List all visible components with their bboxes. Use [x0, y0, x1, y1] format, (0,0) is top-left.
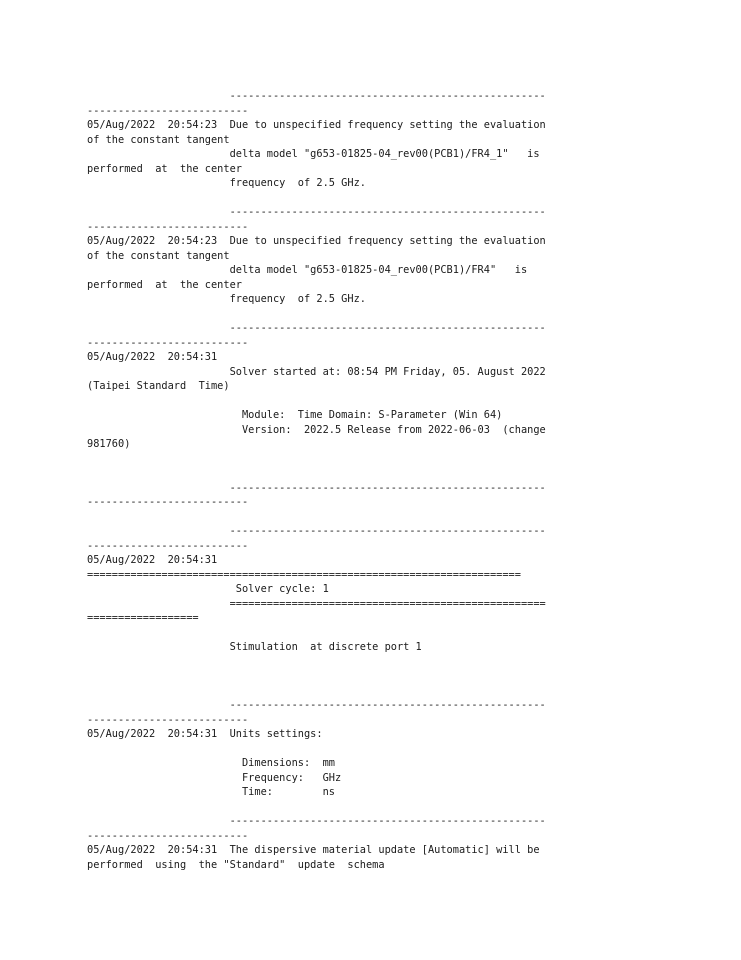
log-line: 05/Aug/2022 20:54:23 Due to unspecified frequency setting the evaluation	[87, 119, 546, 131]
log-line: ---------------------------------------------------	[87, 525, 546, 537]
log-line: ---------------------------------------------------	[87, 481, 546, 494]
log-line	[87, 684, 687, 699]
log-line: --------------------------	[87, 829, 249, 842]
log-line: --------------------------	[87, 220, 249, 233]
log-line: --------------------------	[87, 539, 249, 552]
log-line: ======================================================================	[87, 568, 521, 581]
log-line: frequency of 2.5 GHz.	[87, 293, 366, 305]
log-line: ==================	[87, 612, 199, 624]
log-line: performed at the center	[87, 278, 242, 291]
log-line: delta model "g653-01825-04_rev00(PCB1)/FR4_1" is	[87, 148, 540, 160]
log-line: 05/Aug/2022 20:54:31 The dispersive material update [Automatic] will be	[87, 844, 540, 856]
log-line: 981760)	[87, 438, 131, 450]
log-line: Module: Time Domain: S-Parameter (Win 64)	[87, 409, 503, 421]
log-line: performed at the center	[87, 162, 242, 175]
log-line	[87, 742, 687, 757]
log-line	[87, 191, 687, 206]
log-line: ===================================================	[87, 597, 546, 610]
log-line: delta model "g653-01825-04_rev00(PCB1)/FR4" is	[87, 264, 528, 276]
log-line	[87, 800, 687, 815]
log-line: --------------------------	[87, 713, 249, 726]
log-line: ---------------------------------------------------	[87, 815, 546, 827]
log-line: ---------------------------------------------------	[87, 322, 546, 334]
log-line: Stimulation at discrete port 1	[87, 641, 422, 653]
log-line	[87, 669, 687, 684]
log-line: 05/Aug/2022 20:54:31 Units settings:	[87, 728, 323, 740]
log-line: 05/Aug/2022 20:54:23 Due to unspecified frequency setting the evaluation	[87, 235, 546, 247]
log-line	[87, 307, 687, 322]
log-line: performed using the "Standard" update schema	[87, 858, 385, 871]
log-line: Solver cycle: 1	[87, 583, 329, 595]
log-line: ---------------------------------------------------	[87, 206, 546, 218]
solver-log-text	[87, 89, 687, 872]
log-line	[87, 452, 687, 467]
log-line: (Taipei Standard Time)	[87, 380, 230, 392]
log-line: Version: 2022.5 Release from 2022-06-03 (change	[87, 423, 546, 436]
log-line: Solver started at: 08:54 PM Friday, 05. August 2022	[87, 365, 546, 378]
log-line: of the constant tangent	[87, 249, 230, 262]
log-line	[87, 394, 687, 409]
log-line: ---------------------------------------------------	[87, 90, 546, 102]
log-line	[87, 626, 687, 641]
log-line	[87, 655, 687, 670]
log-line: 05/Aug/2022 20:54:31	[87, 351, 218, 363]
log-line: 05/Aug/2022 20:54:31	[87, 554, 218, 566]
log-line: frequency of 2.5 GHz.	[87, 177, 366, 189]
log-line: Dimensions: mm	[87, 757, 335, 769]
log-line: --------------------------	[87, 104, 249, 117]
log-line: --------------------------	[87, 336, 249, 349]
log-line	[87, 466, 687, 481]
log-line: --------------------------	[87, 496, 249, 508]
log-line: ---------------------------------------------------	[87, 699, 546, 711]
log-line: Frequency: GHz	[87, 771, 342, 784]
log-line	[87, 510, 687, 525]
log-line: Time: ns	[87, 786, 335, 798]
log-line: of the constant tangent	[87, 133, 230, 146]
